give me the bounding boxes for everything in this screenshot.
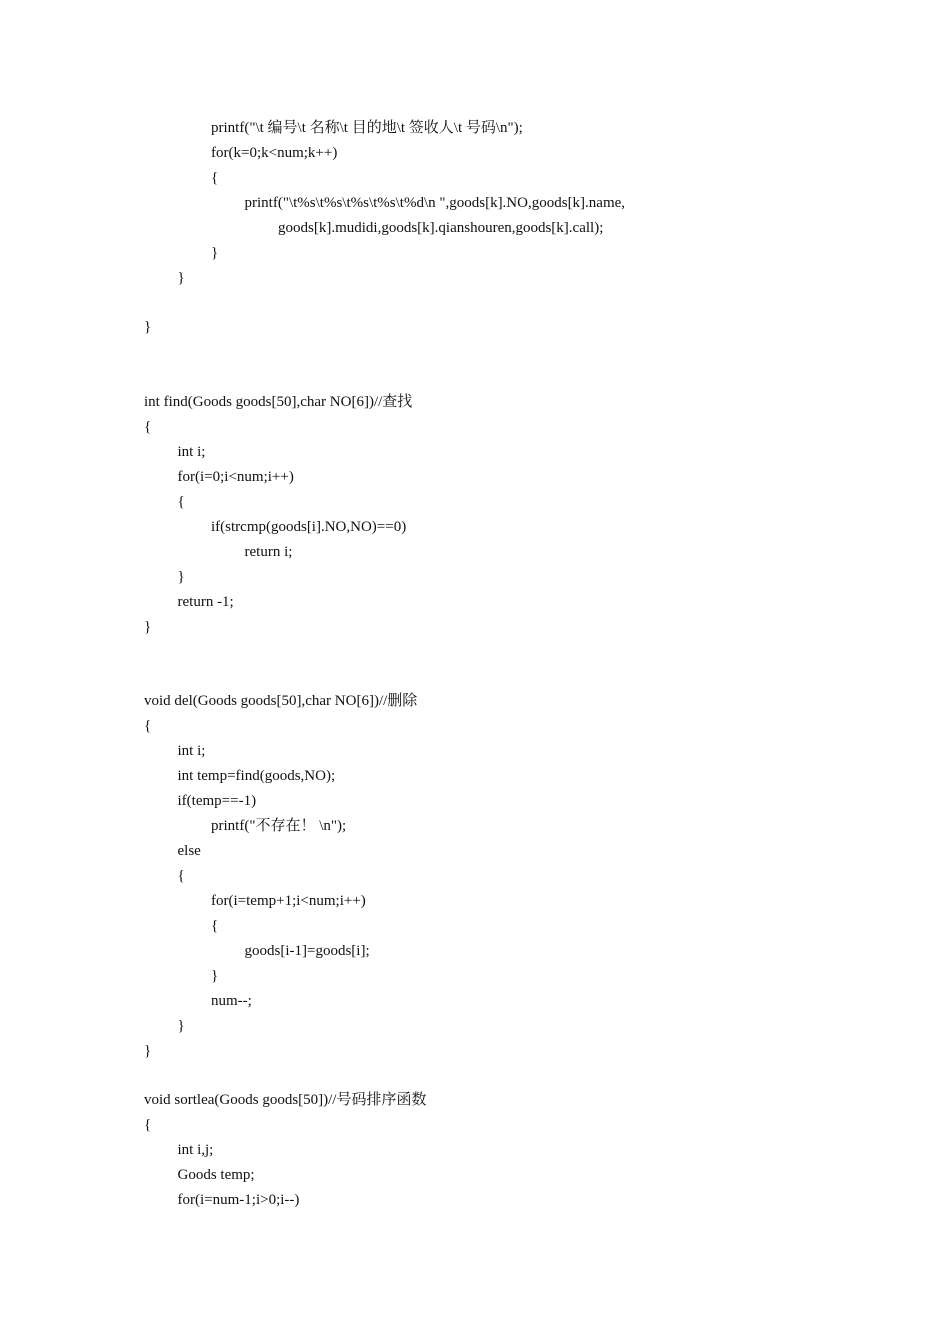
code-line: int i,j; <box>177 1142 214 1158</box>
code-line: for(i=temp+1;i<num;i++) <box>211 893 366 909</box>
code-line: return i; <box>244 544 293 560</box>
code-line: { <box>144 718 152 734</box>
code-line: } <box>144 619 152 635</box>
code-line: for(i=0;i<num;i++) <box>177 469 294 485</box>
code-line: { <box>177 868 185 884</box>
code-line: num--; <box>211 993 252 1009</box>
code-line: } <box>177 1018 185 1034</box>
code-line: { <box>211 170 219 186</box>
code-line: int temp=find(goods,NO); <box>177 768 336 784</box>
code-line: } <box>144 1043 152 1059</box>
code-line: { <box>177 494 185 510</box>
code-line: goods[k].mudidi,goods[k].qianshouren,goods[k].call); <box>278 220 604 236</box>
code-line: if(strcmp(goods[i].NO,NO)==0) <box>211 519 407 535</box>
code-line: } <box>177 270 185 286</box>
code-line: } <box>211 245 219 261</box>
code-line: int find(Goods goods[50],char NO[6])//查找 <box>144 394 413 410</box>
code-line: printf("\t%s\t%s\t%s\t%s\t%d\n ",goods[k].NO,goods[k].name, <box>244 195 626 211</box>
code-line: else <box>177 843 201 859</box>
code-line: } <box>211 968 219 984</box>
code-line: for(i=num-1;i>0;i--) <box>177 1192 300 1208</box>
code-line: int i; <box>177 743 206 759</box>
code-line: goods[i-1]=goods[i]; <box>244 943 370 959</box>
code-line: } <box>144 319 152 335</box>
code-line: int i; <box>177 444 206 460</box>
code-line: if(temp==-1) <box>177 793 257 809</box>
code-line: void del(Goods goods[50],char NO[6])//删除 <box>144 693 418 709</box>
code-line: for(k=0;k<num;k++) <box>211 145 338 161</box>
code-line: printf("\t 编号\t 名称\t 目的地\t 签收人\t 号码\n"); <box>211 120 523 136</box>
code-line: printf("不存在！ \n"); <box>211 818 347 834</box>
code-line: return -1; <box>177 594 234 610</box>
code-line: { <box>144 419 152 435</box>
code-line: { <box>144 1117 152 1133</box>
code-line: } <box>177 569 185 585</box>
code-line: void sortlea(Goods goods[50])//号码排序函数 <box>144 1092 427 1108</box>
code-line: { <box>211 918 219 934</box>
code-line: Goods temp; <box>177 1167 255 1183</box>
